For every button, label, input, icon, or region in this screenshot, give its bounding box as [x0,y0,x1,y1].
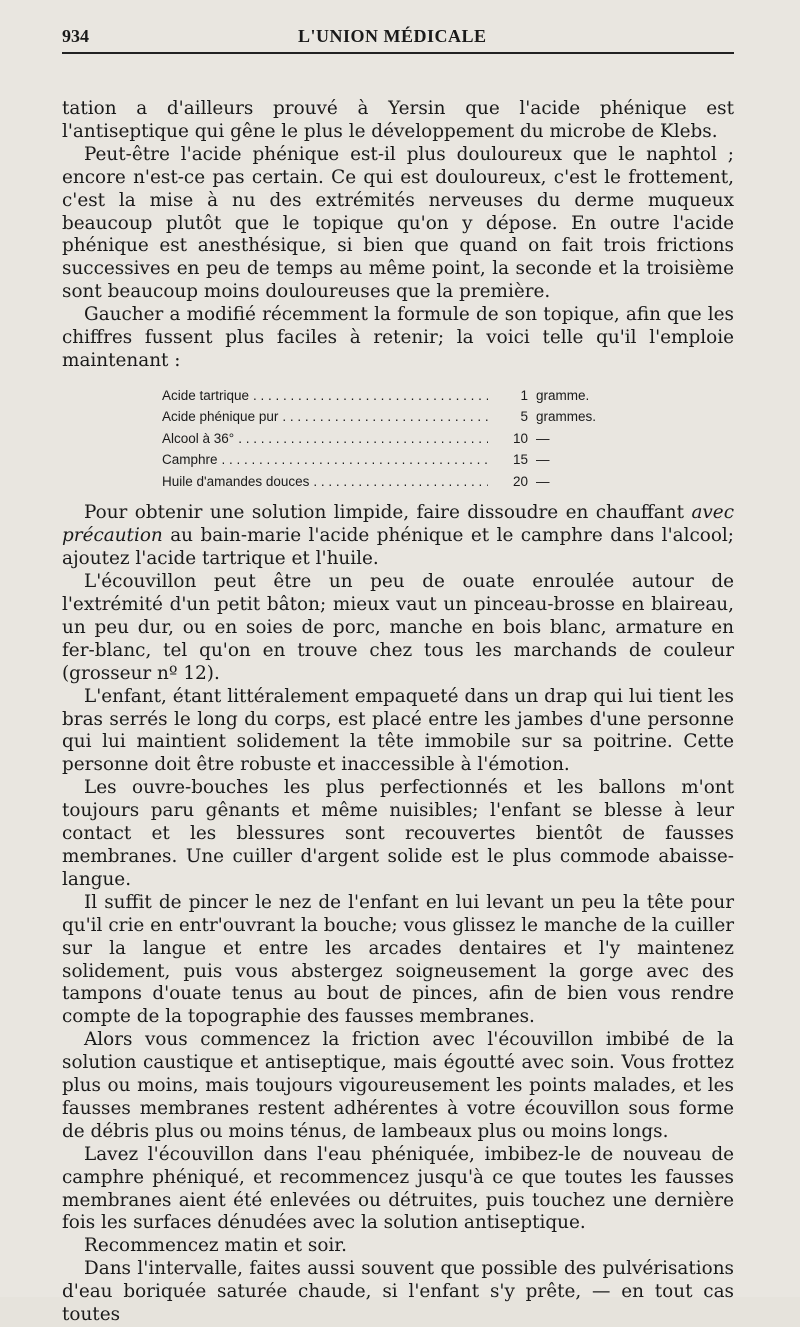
ingredient-unit: gramme. [536,387,590,403]
header-rule [62,52,734,54]
leader-dots [253,385,488,407]
ingredient-name: Acide tartrique [162,387,250,403]
ingredient-quantity: 20 [512,473,528,489]
ingredient-name: Alcool à 36° [162,430,235,446]
solution-text-part1: Pour obtenir une solution limpide, faire dissoudre en chauffant [84,502,692,524]
ingredient-name: Camphre [162,452,218,468]
recipe-row [162,449,602,471]
ingredient-quantity: 5 [520,409,528,425]
paragraph: tation a d'ailleurs prouvé à Yersin que l'acide phénique est l'antiseptique qui gêne le plus le développement du microbe de Klebs. [62,98,734,142]
solution-text-part2: au bain-marie l'acide phénique et le camphre dans l'alcool; ajoutez l'acide tartrique et l'huile. [62,525,734,570]
ingredient-unit: grammes. [536,409,597,425]
recipe-table [162,385,602,493]
leader-dots [222,449,488,471]
solution-emphasis: avec précaution [62,502,734,547]
recipe-row [162,406,602,428]
paragraph: Les ouvre-bouches les plus perfectionnés et les ballons m'ont toujours paru gênants et même nuisibles; l'enfant se blesse à leur contact et les blessures sont recouvertes bientôt de fausses membranes. Une cuiller d'argent solide est le plus commode abaisse-langue. [62,777,734,890]
recipe-row [162,385,602,407]
paragraph: Lavez l'écouvillon dans l'eau phéniquée, imbibez-le de nouveau de camphre phéniqué, et recommencez jusqu'à ce que toutes les fausses membranes aient été enlevées ou détruites, puis touchez une dernière fois les surfaces dénudées avec la solution antiseptique. [62,1143,734,1234]
running-title: L'UNION MÉDICALE [298,26,487,46]
solution-paragraph [62,502,734,571]
ingredient-unit: — [536,473,550,489]
paragraph: L'enfant, étant littéralement empaqueté dans un drap qui lui tient les bras serrés le long du corps, est placé entre les jambes d'une personne qui lui maintient solidement la tête immobile sur sa poitrine. Cette personne doit être robuste et inaccessible à l'émotion. [62,685,734,776]
paragraph: L'écouvillon peut être un peu de ouate enroulée autour de l'extrémité d'un petit bâton; mieux vaut un pinceau-brosse en blaireau, un peu dur, ou en soies de porc, manche en bois blanc, armature en fer-blanc, tel qu'on en trouve chez tous les marchands de couleur (grosseur nº 12). [62,571,734,684]
ingredient-name: Acide phénique pur [162,409,279,425]
paragraph: Il suffit de pincer le nez de l'enfant en lui levant un peu la tête pour qu'il crie en entr'ouvrant la bouche; vous glissez le manche de la cuiller sur la langue et entre les arcades dentaires et l'y maintenez solidement, puis vous abstergez soigneusement la gorge avec des tampons d'ouate tenus au bout de pinces, afin de bien vous rendre compte de la topographie des fausses membranes. [62,891,734,1028]
ingredient-name: Huile d'amandes douces [162,473,310,489]
ingredient-quantity: 15 [512,452,528,468]
body-text [62,98,734,1327]
paragraph: Gaucher a modifié récemment la formule de son topique, afin que les chiffres fussent plus faciles à retenir; la voici telle qu'il l'emploie maintenant : [62,304,734,371]
paragraph: Dans l'intervalle, faites aussi souvent que possible des pulvérisations d'eau boriquée saturée chaude, si l'enfant s'y prête, — en tout cas toutes [62,1258,734,1326]
leader-dots [238,428,488,450]
page-header [62,26,734,54]
paragraph: Peut-être l'acide phénique est-il plus douloureux que le naphtol ; encore n'est-ce pas certain. Ce qui est douloureux, c'est le frottement, c'est la mise à nu des extrémités nerveuses du derme muqueux beaucoup plutôt que le topique qu'on y dépose. En outre l'acide phénique est anesthésique, si bien que quand on fait trois frictions successives en peu de temps au même point, la seconde et la troisième sont beaucoup moins douloureuses que la première. [62,143,734,303]
paragraph: Recommencez matin et soir. [84,1235,347,1257]
paragraph: Alors vous commencez la friction avec l'écouvillon imbibé de la solution caustique et antiseptique, mais égoutté avec soin. Vous frottez plus ou moins, mais toujours vigoureusement les points malades, et les fausses membranes restent adhérentes à votre écouvillon sous forme de débris plus ou moins ténus, de lambeaux plus ou moins longs. [62,1029,734,1142]
recipe-row [162,471,602,493]
recipe-row [162,428,602,450]
page-number: 934 [62,26,89,46]
ingredient-quantity: 1 [520,387,528,403]
leader-dots [282,406,488,428]
leader-dots [313,471,488,493]
ingredient-unit: — [536,430,550,446]
ingredient-quantity: 10 [512,430,528,446]
paragraphs-after-recipe [62,571,734,1327]
paragraphs-before-recipe [62,98,734,373]
ingredient-unit: — [536,452,550,468]
